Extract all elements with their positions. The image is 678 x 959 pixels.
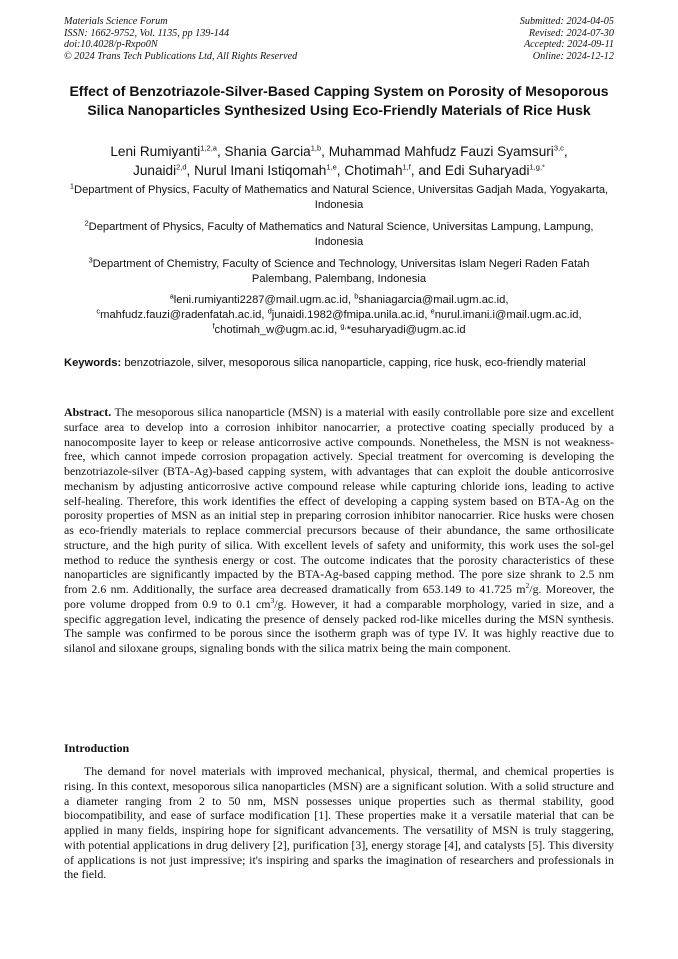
- author-list: [58, 143, 620, 180]
- abstract-label: Abstract.: [64, 405, 112, 419]
- paper-title: Effect of Benzotriazole-Silver-Based Capping System on Porosity of Mesoporous Silica Nanoparticles Synthesized Using Eco-Friendly Materials of Rice Husk: [69, 83, 609, 118]
- author: Leni Rumiyanti$^{1,2,a}$,: [110, 143, 225, 159]
- email[interactable]: $^a$leni.rumiyanti2287@mail.ugm.ac.id: [169, 291, 349, 306]
- affiliation-2: $^2$Department of Physics, Faculty of Mathematics and Natural Science, Universitas Lampung, Lampung, Indonesia: [84, 218, 594, 248]
- author: Chotimah$^{1,f}$, and: [344, 161, 445, 178]
- journal-header: [64, 16, 297, 62]
- submitted-date: Submitted: 2024-04-05: [519, 16, 614, 27]
- email[interactable]: $^b$shaniagarcia@mail.ugm.ac.id: [354, 291, 506, 306]
- affiliation-3: $^3$Department of Chemistry, Faculty of Science and Technology, Universitas Islam Negeri Raden Fatah Palembang, Palembang, Indonesia: [88, 255, 590, 285]
- email[interactable]: $^d$junaidi.1982@fmipa.unila.ac.id: [267, 306, 425, 321]
- author: Junaidi$^{2,d}$,: [133, 161, 195, 178]
- copyright-line: © 2024 Trans Tech Publications Ltd, All Rights Reserved: [64, 50, 298, 62]
- email[interactable]: $^e$nurul.imani.i@mail.ugm.ac.id: [430, 306, 579, 321]
- issn-line: ISSN: 1662-9752, Vol. 1135, pp 139-144: [64, 27, 230, 39]
- introduction-paragraph: The demand for novel materials with improved mechanical, physical, thermal, and chemical properties is rising. In this context, mesoporous silica nanoparticles (MSN) are a significant solution. With a solid structure and a diameter ranging from 2 to 50 nm, MSN possesses unique properties such as thermal stability, good biocompatibility, and ease of surface modification [1]. These properties make it a versatile material that can be applied in many fields, inspiring hope for significant advancements. The versatility of MSN is truly staggering, with potential applications in drug delivery [2], purification [3], energy storage [4], and catalysts [5]. This diversity of applications is not just impressive; it's inspiring and sparks the imagination of researchers and professionals in the field.: [64, 764, 614, 882]
- affiliation-1: $^1$Department of Physics, Faculty of Mathematics and Natural Science, Universitas Gadjah Mada, Yogyakarta, Indonesia: [69, 181, 609, 211]
- email[interactable]: $^{g,}$*esuharyadi@ugm.ac.id: [340, 320, 466, 336]
- journal-name: Materials Science Forum: [64, 16, 168, 27]
- online-date: Online: 2024-12-12: [532, 50, 614, 62]
- abstract: Abstract. The mesoporous silica nanoparticle (MSN) is a material with easily controllable pore size and excellent surface area to develop into a corrosion inhibitor nanocarrier, a protective coating specially produced by a nanocomposite layer to keep or release anticorrosive active compounds. Nonetheless, the MSN is not weakness-free, which cannot impede corrosion propagation actively. Special treatment for overcoming is developing the benzotriazole-silver (BTA-Ag)-based capping system, with advantages that can exploit the double anticorrosive mechanism by adjusting anticorrosive active compound release while capturing chloride ions, leading to active self-healing. Therefore, this work identifies the effect of developing a capping system based on BTA-Ag on the porosity properties of MSN as an initial step in preparing corrosion inhibitor nanocarrier. Rice husks were chosen as eco-friendly materials to replace commercial precursors because of their abundance, the same orthosilicate structure, and the high purity of silica. With excellent levels of safety and uniformity, this work uses the sol-gel method to reduce the synthesis energy or cost. The outcome indicates that the porosity characteristics of these nanoparticles are significantly impacted by the BTA-Ag-based capping method. The pore size shrank to 2.5 nm from 2.6 nm. Additionally, the surface area decreased dramatically from 653.149 to 41.725 $m^2/g$. Moreover, the pore volume dropped from 0.9 to 0.1 $cm^3/g$. However, it had a comparable morphology, varied in size, and a specific aggregation level, indicating the presence of densely packed rod-like micelles during the MSN synthesis. The sample was confirmed to be porous since the isotherm graph was of type IV. It was highly reactive due to silanol and siloxane groups, signaling bonds with the silica matrix being the main component.: [64, 405, 614, 655]
- introduction-heading: Introduction: [64, 741, 130, 755]
- author: Shania Garcia$^{1,b}$,: [224, 143, 329, 159]
- email[interactable]: $^c$mahfudz.fauzi@radenfatah.ac.id: [96, 306, 262, 321]
- keywords: [64, 356, 614, 371]
- keywords-label: Keywords:: [64, 357, 122, 369]
- email[interactable]: $^f$chotimah_w@ugm.ac.id: [212, 320, 335, 336]
- author: Edi Suharyadi$^{1,g,*}$: [444, 161, 545, 178]
- accepted-date: Accepted: 2024-09-11: [523, 39, 614, 51]
- revised-date: Revised: 2024-07-30: [528, 27, 614, 39]
- author: Nurul Imani Istiqomah$^{1,e}$,: [194, 161, 345, 178]
- dates-header: [520, 16, 614, 62]
- author: Muhammad Mahfudz Fauzi Syamsuri$^{3,c}$,: [328, 143, 568, 159]
- doi-line: doi:10.4028/p-Rxpo0N: [64, 39, 158, 51]
- keywords-text: benzotriazole, silver, mesoporous silica nanoparticle, capping, rice husk, eco-friendly material: [124, 357, 586, 369]
- email-list: $^a$leni.rumiyanti2287@mail.ugm.ac.id, $^b$shaniagarcia@mail.ugm.ac.id, $^c$mahfudz.fauzi@radenfatah.ac.id, $^d$junaidi.1982@fmipa.unila.ac.id, $^e$nurul.imani.i@mail.ugm.ac.id, $^f$chotimah_w@ugm.ac.id, $^{g,}$*esuharyadi@ugm.ac.id: [96, 291, 582, 336]
